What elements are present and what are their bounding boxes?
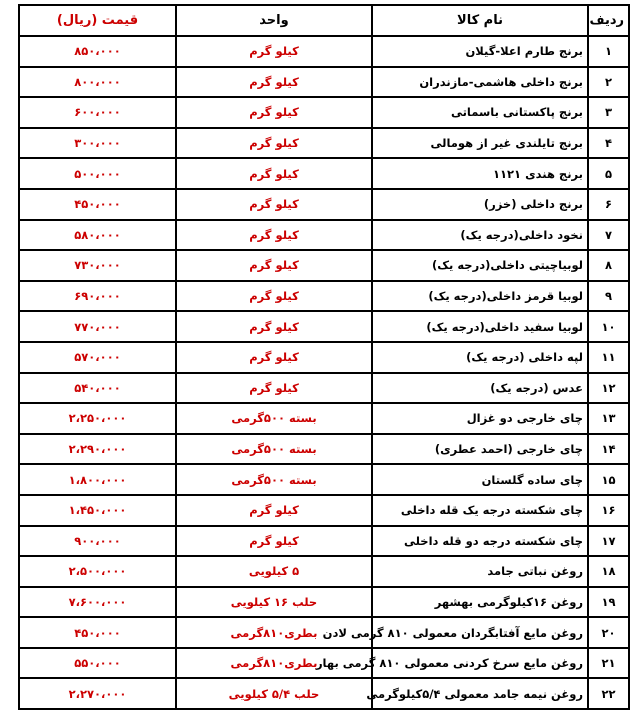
header-unit: واحد (176, 5, 372, 36)
item-name-cell: برنج پاکستانی باسماتی (372, 97, 588, 128)
unit-cell: بسته ۵۰۰گرمی (176, 434, 372, 465)
row-number-cell: ۳ (588, 97, 629, 128)
price-table (18, 4, 630, 710)
price-table-container (18, 4, 628, 710)
header-row-number: ردیف (588, 5, 629, 36)
table-row (19, 617, 629, 648)
item-name-cell: برنج داخلی هاشمی-مازندران (372, 67, 588, 98)
table-row (19, 67, 629, 98)
unit-cell: کیلو گرم (176, 250, 372, 281)
unit-cell: کیلو گرم (176, 281, 372, 312)
table-row (19, 36, 629, 67)
item-name-cell: روغن مایع آفتابگردان معمولی ۸۱۰ گرمی لادن (372, 617, 588, 648)
item-name-cell: چای شکسته درجه دو قله داخلی (372, 526, 588, 557)
item-name-cell: روغن نباتی جامد (372, 556, 588, 587)
row-number-cell: ۲۱ (588, 648, 629, 679)
table-row (19, 648, 629, 679)
row-number-cell: ۱۱ (588, 342, 629, 373)
price-cell: ۸۰۰،۰۰۰ (19, 67, 176, 98)
table-row (19, 128, 629, 159)
item-name-cell: چای خارجی (احمد عطری) (372, 434, 588, 465)
unit-cell: کیلو گرم (176, 158, 372, 189)
row-number-cell: ۴ (588, 128, 629, 159)
price-cell: ۲،۲۹۰،۰۰۰ (19, 434, 176, 465)
price-cell: ۵۸۰،۰۰۰ (19, 220, 176, 251)
table-row (19, 250, 629, 281)
item-name-cell: لوبیا سفید داخلی(درجه یک) (372, 311, 588, 342)
unit-cell: حلب ۱۶ کیلویی (176, 587, 372, 618)
price-cell: ۲،۵۰۰،۰۰۰ (19, 556, 176, 587)
item-name-cell: لپه داخلی (درجه یک) (372, 342, 588, 373)
item-name-cell: لوبیا قرمز داخلی(درجه یک) (372, 281, 588, 312)
item-name-cell: روغن ۱۶کیلوگرمی بهشهر (372, 587, 588, 618)
table-row (19, 281, 629, 312)
item-name-cell: برنج تایلندی غیر از هومالی (372, 128, 588, 159)
row-number-cell: ۱۲ (588, 373, 629, 404)
unit-cell: بسته ۵۰۰گرمی (176, 403, 372, 434)
row-number-cell: ۱ (588, 36, 629, 67)
unit-cell: کیلو گرم (176, 36, 372, 67)
unit-cell: کیلو گرم (176, 67, 372, 98)
table-row (19, 678, 629, 709)
table-row (19, 495, 629, 526)
table-row (19, 220, 629, 251)
unit-cell: کیلو گرم (176, 526, 372, 557)
table-body (19, 36, 629, 709)
table-row (19, 342, 629, 373)
price-cell: ۹۰۰،۰۰۰ (19, 526, 176, 557)
row-number-cell: ۶ (588, 189, 629, 220)
row-number-cell: ۱۴ (588, 434, 629, 465)
table-row (19, 158, 629, 189)
unit-cell: کیلو گرم (176, 311, 372, 342)
table-row (19, 373, 629, 404)
unit-cell: بسته ۵۰۰گرمی (176, 464, 372, 495)
price-cell: ۵۷۰،۰۰۰ (19, 342, 176, 373)
item-name-cell: عدس (درجه یک) (372, 373, 588, 404)
header-item-name: نام کالا (372, 5, 588, 36)
row-number-cell: ۲۲ (588, 678, 629, 709)
table-row (19, 434, 629, 465)
price-cell: ۳۰۰،۰۰۰ (19, 128, 176, 159)
item-name-cell: برنج هندی ۱۱۲۱ (372, 158, 588, 189)
unit-cell: کیلو گرم (176, 97, 372, 128)
row-number-cell: ۱۹ (588, 587, 629, 618)
price-cell: ۱،۴۵۰،۰۰۰ (19, 495, 176, 526)
price-cell: ۵۰۰،۰۰۰ (19, 158, 176, 189)
table-row (19, 587, 629, 618)
table-row (19, 556, 629, 587)
item-name-cell: برنج داخلی (خزر) (372, 189, 588, 220)
item-name-cell: لوبیاچیتی داخلی(درجه یک) (372, 250, 588, 281)
row-number-cell: ۲ (588, 67, 629, 98)
price-cell: ۱،۸۰۰،۰۰۰ (19, 464, 176, 495)
price-cell: ۵۵۰،۰۰۰ (19, 648, 176, 679)
row-number-cell: ۱۰ (588, 311, 629, 342)
price-cell: ۶۰۰،۰۰۰ (19, 97, 176, 128)
unit-cell: کیلو گرم (176, 495, 372, 526)
unit-cell: بطری۸۱۰گرمی (176, 648, 372, 679)
price-cell: ۷۳۰،۰۰۰ (19, 250, 176, 281)
item-name-cell: روغن نیمه جامد معمولی ۵/۴کیلوگرمی (372, 678, 588, 709)
item-name-cell: چای خارجی دو غزال (372, 403, 588, 434)
row-number-cell: ۱۸ (588, 556, 629, 587)
price-cell: ۲،۲۵۰،۰۰۰ (19, 403, 176, 434)
price-cell: ۴۵۰،۰۰۰ (19, 617, 176, 648)
unit-cell: کیلو گرم (176, 342, 372, 373)
table-row (19, 97, 629, 128)
row-number-cell: ۱۷ (588, 526, 629, 557)
row-number-cell: ۹ (588, 281, 629, 312)
unit-cell: کیلو گرم (176, 189, 372, 220)
table-row (19, 311, 629, 342)
item-name-cell: برنج طارم اعلا-گیلان (372, 36, 588, 67)
row-number-cell: ۷ (588, 220, 629, 251)
row-number-cell: ۵ (588, 158, 629, 189)
table-row (19, 403, 629, 434)
row-number-cell: ۸ (588, 250, 629, 281)
price-cell: ۵۴۰،۰۰۰ (19, 373, 176, 404)
table-header-row (19, 5, 629, 36)
header-price: قیمت (ریال) (19, 5, 176, 36)
item-name-cell: روغن مایع سرخ کردنی معمولی ۸۱۰ گرمی بهار (372, 648, 588, 679)
row-number-cell: ۱۵ (588, 464, 629, 495)
table-row (19, 189, 629, 220)
table-row (19, 526, 629, 557)
row-number-cell: ۱۶ (588, 495, 629, 526)
table-row (19, 464, 629, 495)
price-cell: ۷،۶۰۰،۰۰۰ (19, 587, 176, 618)
unit-cell: کیلو گرم (176, 128, 372, 159)
price-cell: ۸۵۰،۰۰۰ (19, 36, 176, 67)
price-cell: ۶۹۰،۰۰۰ (19, 281, 176, 312)
unit-cell: کیلو گرم (176, 373, 372, 404)
unit-cell: حلب ۵/۴ کیلویی (176, 678, 372, 709)
unit-cell: بطری۸۱۰گرمی (176, 617, 372, 648)
price-cell: ۴۵۰،۰۰۰ (19, 189, 176, 220)
row-number-cell: ۱۳ (588, 403, 629, 434)
item-name-cell: چای ساده گلستان (372, 464, 588, 495)
unit-cell: ۵ کیلویی (176, 556, 372, 587)
price-cell: ۷۷۰،۰۰۰ (19, 311, 176, 342)
item-name-cell: نخود داخلی(درجه یک) (372, 220, 588, 251)
row-number-cell: ۲۰ (588, 617, 629, 648)
price-cell: ۲،۲۷۰،۰۰۰ (19, 678, 176, 709)
unit-cell: کیلو گرم (176, 220, 372, 251)
item-name-cell: چای شکسته درجه یک قله داخلی (372, 495, 588, 526)
